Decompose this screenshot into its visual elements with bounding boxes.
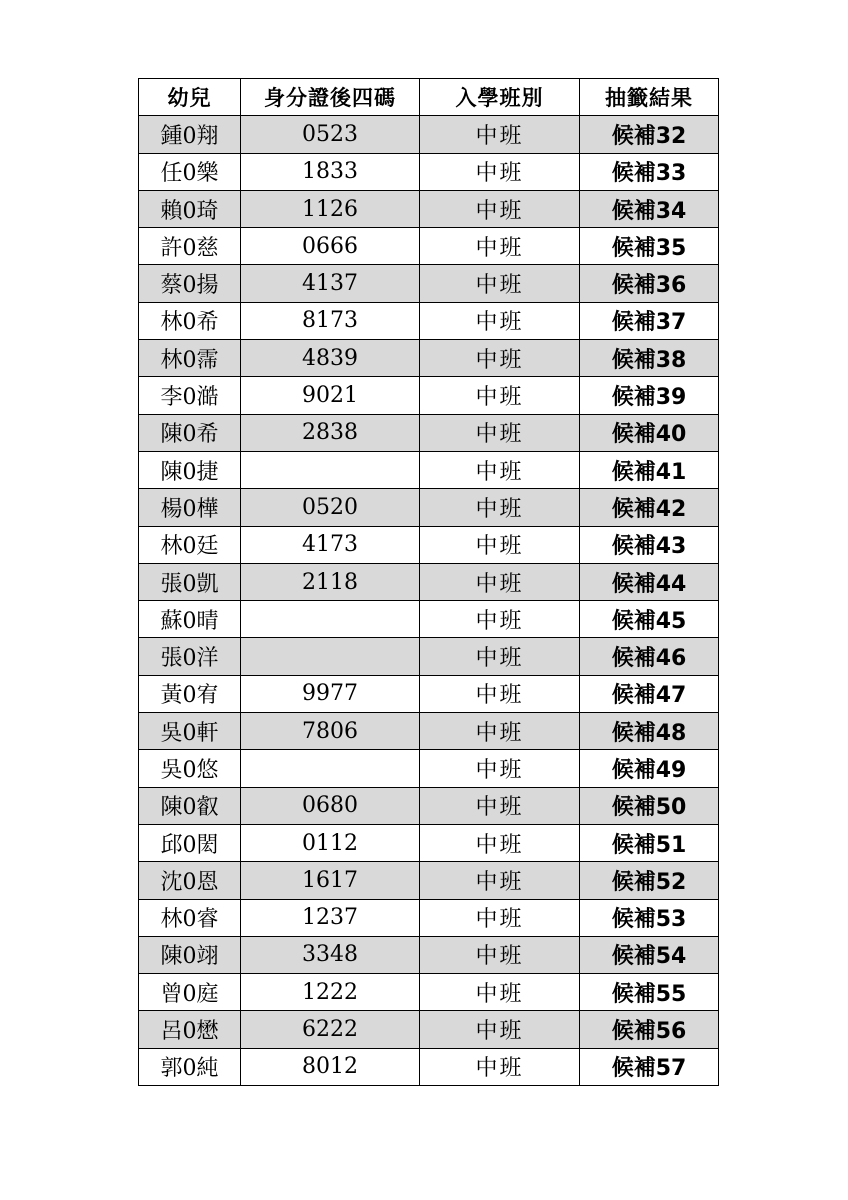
lottery-result-cell: 候補48 — [580, 713, 719, 750]
child-name-cell: 鍾0翔 — [139, 116, 241, 153]
class-cell: 中班 — [420, 302, 580, 339]
class-cell: 中班 — [420, 1011, 580, 1048]
lottery-result-cell: 候補49 — [580, 750, 719, 787]
lottery-results-table — [138, 78, 719, 1086]
class-cell: 中班 — [420, 1048, 580, 1085]
table-row — [139, 638, 719, 675]
child-name-cell: 蔡0揚 — [139, 265, 241, 302]
table-row — [139, 675, 719, 712]
class-cell: 中班 — [420, 750, 580, 787]
header-child: 幼兒 — [139, 79, 241, 116]
class-cell: 中班 — [420, 936, 580, 973]
lottery-result-cell: 候補47 — [580, 675, 719, 712]
lottery-result-cell: 候補42 — [580, 489, 719, 526]
id-last-four-cell — [241, 750, 420, 787]
child-name-cell: 吳0軒 — [139, 713, 241, 750]
id-last-four-cell: 2118 — [241, 563, 420, 600]
id-last-four-cell: 1222 — [241, 974, 420, 1011]
table-row — [139, 974, 719, 1011]
class-cell: 中班 — [420, 824, 580, 861]
class-cell: 中班 — [420, 153, 580, 190]
table-row — [139, 563, 719, 600]
class-cell: 中班 — [420, 601, 580, 638]
table-row — [139, 750, 719, 787]
child-name-cell: 蘇0晴 — [139, 601, 241, 638]
id-last-four-cell: 8012 — [241, 1048, 420, 1085]
table-row — [139, 302, 719, 339]
id-last-four-cell — [241, 638, 420, 675]
class-cell: 中班 — [420, 489, 580, 526]
child-name-cell: 林0希 — [139, 302, 241, 339]
table-row — [139, 936, 719, 973]
table-row — [139, 153, 719, 190]
child-name-cell: 黃0宥 — [139, 675, 241, 712]
child-name-cell: 沈0恩 — [139, 862, 241, 899]
lottery-result-cell: 候補37 — [580, 302, 719, 339]
id-last-four-cell: 0666 — [241, 228, 420, 265]
table-row — [139, 451, 719, 488]
class-cell: 中班 — [420, 899, 580, 936]
class-cell: 中班 — [420, 190, 580, 227]
lottery-result-cell: 候補36 — [580, 265, 719, 302]
child-name-cell: 林0廷 — [139, 526, 241, 563]
lottery-result-cell: 候補55 — [580, 974, 719, 1011]
header-result: 抽籤結果 — [580, 79, 719, 116]
child-name-cell: 賴0琦 — [139, 190, 241, 227]
lottery-result-cell: 候補35 — [580, 228, 719, 265]
table-row — [139, 787, 719, 824]
id-last-four-cell: 0520 — [241, 489, 420, 526]
class-cell: 中班 — [420, 340, 580, 377]
id-last-four-cell: 3348 — [241, 936, 420, 973]
child-name-cell: 許0慈 — [139, 228, 241, 265]
child-name-cell: 陳0捷 — [139, 451, 241, 488]
child-name-cell: 邱0閎 — [139, 824, 241, 861]
id-last-four-cell: 0112 — [241, 824, 420, 861]
lottery-result-cell: 候補39 — [580, 377, 719, 414]
class-cell: 中班 — [420, 675, 580, 712]
header-class: 入學班別 — [420, 79, 580, 116]
id-last-four-cell: 1126 — [241, 190, 420, 227]
lottery-result-cell: 候補33 — [580, 153, 719, 190]
child-name-cell: 林0睿 — [139, 899, 241, 936]
id-last-four-cell — [241, 451, 420, 488]
class-cell: 中班 — [420, 451, 580, 488]
child-name-cell: 陳0希 — [139, 414, 241, 451]
class-cell: 中班 — [420, 377, 580, 414]
id-last-four-cell: 4137 — [241, 265, 420, 302]
lottery-result-cell: 候補32 — [580, 116, 719, 153]
id-last-four-cell: 1237 — [241, 899, 420, 936]
lottery-result-cell: 候補51 — [580, 824, 719, 861]
table-row — [139, 489, 719, 526]
table-row — [139, 1048, 719, 1085]
id-last-four-cell: 1617 — [241, 862, 420, 899]
lottery-result-cell: 候補54 — [580, 936, 719, 973]
class-cell: 中班 — [420, 116, 580, 153]
id-last-four-cell: 1833 — [241, 153, 420, 190]
lottery-result-cell: 候補43 — [580, 526, 719, 563]
table-row — [139, 414, 719, 451]
lottery-result-cell: 候補44 — [580, 563, 719, 600]
table-row — [139, 377, 719, 414]
table-row — [139, 526, 719, 563]
table-row — [139, 1011, 719, 1048]
table-row — [139, 862, 719, 899]
header-id-last-four: 身分證後四碼 — [241, 79, 420, 116]
child-name-cell: 陳0叡 — [139, 787, 241, 824]
table-row — [139, 228, 719, 265]
lottery-result-cell: 候補52 — [580, 862, 719, 899]
child-name-cell: 郭0純 — [139, 1048, 241, 1085]
id-last-four-cell: 0523 — [241, 116, 420, 153]
table-row — [139, 190, 719, 227]
child-name-cell: 任0樂 — [139, 153, 241, 190]
table-row — [139, 601, 719, 638]
id-last-four-cell: 9977 — [241, 675, 420, 712]
id-last-four-cell: 2838 — [241, 414, 420, 451]
class-cell: 中班 — [420, 526, 580, 563]
class-cell: 中班 — [420, 228, 580, 265]
class-cell: 中班 — [420, 638, 580, 675]
child-name-cell: 曾0庭 — [139, 974, 241, 1011]
class-cell: 中班 — [420, 974, 580, 1011]
lottery-result-cell: 候補53 — [580, 899, 719, 936]
class-cell: 中班 — [420, 265, 580, 302]
table-row — [139, 265, 719, 302]
lottery-result-cell: 候補40 — [580, 414, 719, 451]
class-cell: 中班 — [420, 713, 580, 750]
class-cell: 中班 — [420, 862, 580, 899]
child-name-cell: 吳0悠 — [139, 750, 241, 787]
child-name-cell: 張0洋 — [139, 638, 241, 675]
id-last-four-cell: 4173 — [241, 526, 420, 563]
id-last-four-cell — [241, 601, 420, 638]
table-row — [139, 116, 719, 153]
lottery-result-cell: 候補45 — [580, 601, 719, 638]
lottery-result-cell: 候補34 — [580, 190, 719, 227]
lottery-result-cell: 候補41 — [580, 451, 719, 488]
id-last-four-cell: 6222 — [241, 1011, 420, 1048]
child-name-cell: 李0澔 — [139, 377, 241, 414]
lottery-result-cell: 候補57 — [580, 1048, 719, 1085]
id-last-four-cell: 0680 — [241, 787, 420, 824]
class-cell: 中班 — [420, 787, 580, 824]
class-cell: 中班 — [420, 414, 580, 451]
lottery-result-cell: 候補50 — [580, 787, 719, 824]
id-last-four-cell: 7806 — [241, 713, 420, 750]
child-name-cell: 呂0懋 — [139, 1011, 241, 1048]
child-name-cell: 楊0樺 — [139, 489, 241, 526]
child-name-cell: 林0霈 — [139, 340, 241, 377]
table-body — [139, 116, 719, 1086]
lottery-result-cell: 候補56 — [580, 1011, 719, 1048]
child-name-cell: 張0凱 — [139, 563, 241, 600]
table-row — [139, 340, 719, 377]
class-cell: 中班 — [420, 563, 580, 600]
id-last-four-cell: 9021 — [241, 377, 420, 414]
table-row — [139, 824, 719, 861]
table-header-row — [139, 79, 719, 116]
lottery-result-cell: 候補38 — [580, 340, 719, 377]
table-row — [139, 713, 719, 750]
lottery-result-cell: 候補46 — [580, 638, 719, 675]
child-name-cell: 陳0翊 — [139, 936, 241, 973]
id-last-four-cell: 8173 — [241, 302, 420, 339]
id-last-four-cell: 4839 — [241, 340, 420, 377]
table-row — [139, 899, 719, 936]
